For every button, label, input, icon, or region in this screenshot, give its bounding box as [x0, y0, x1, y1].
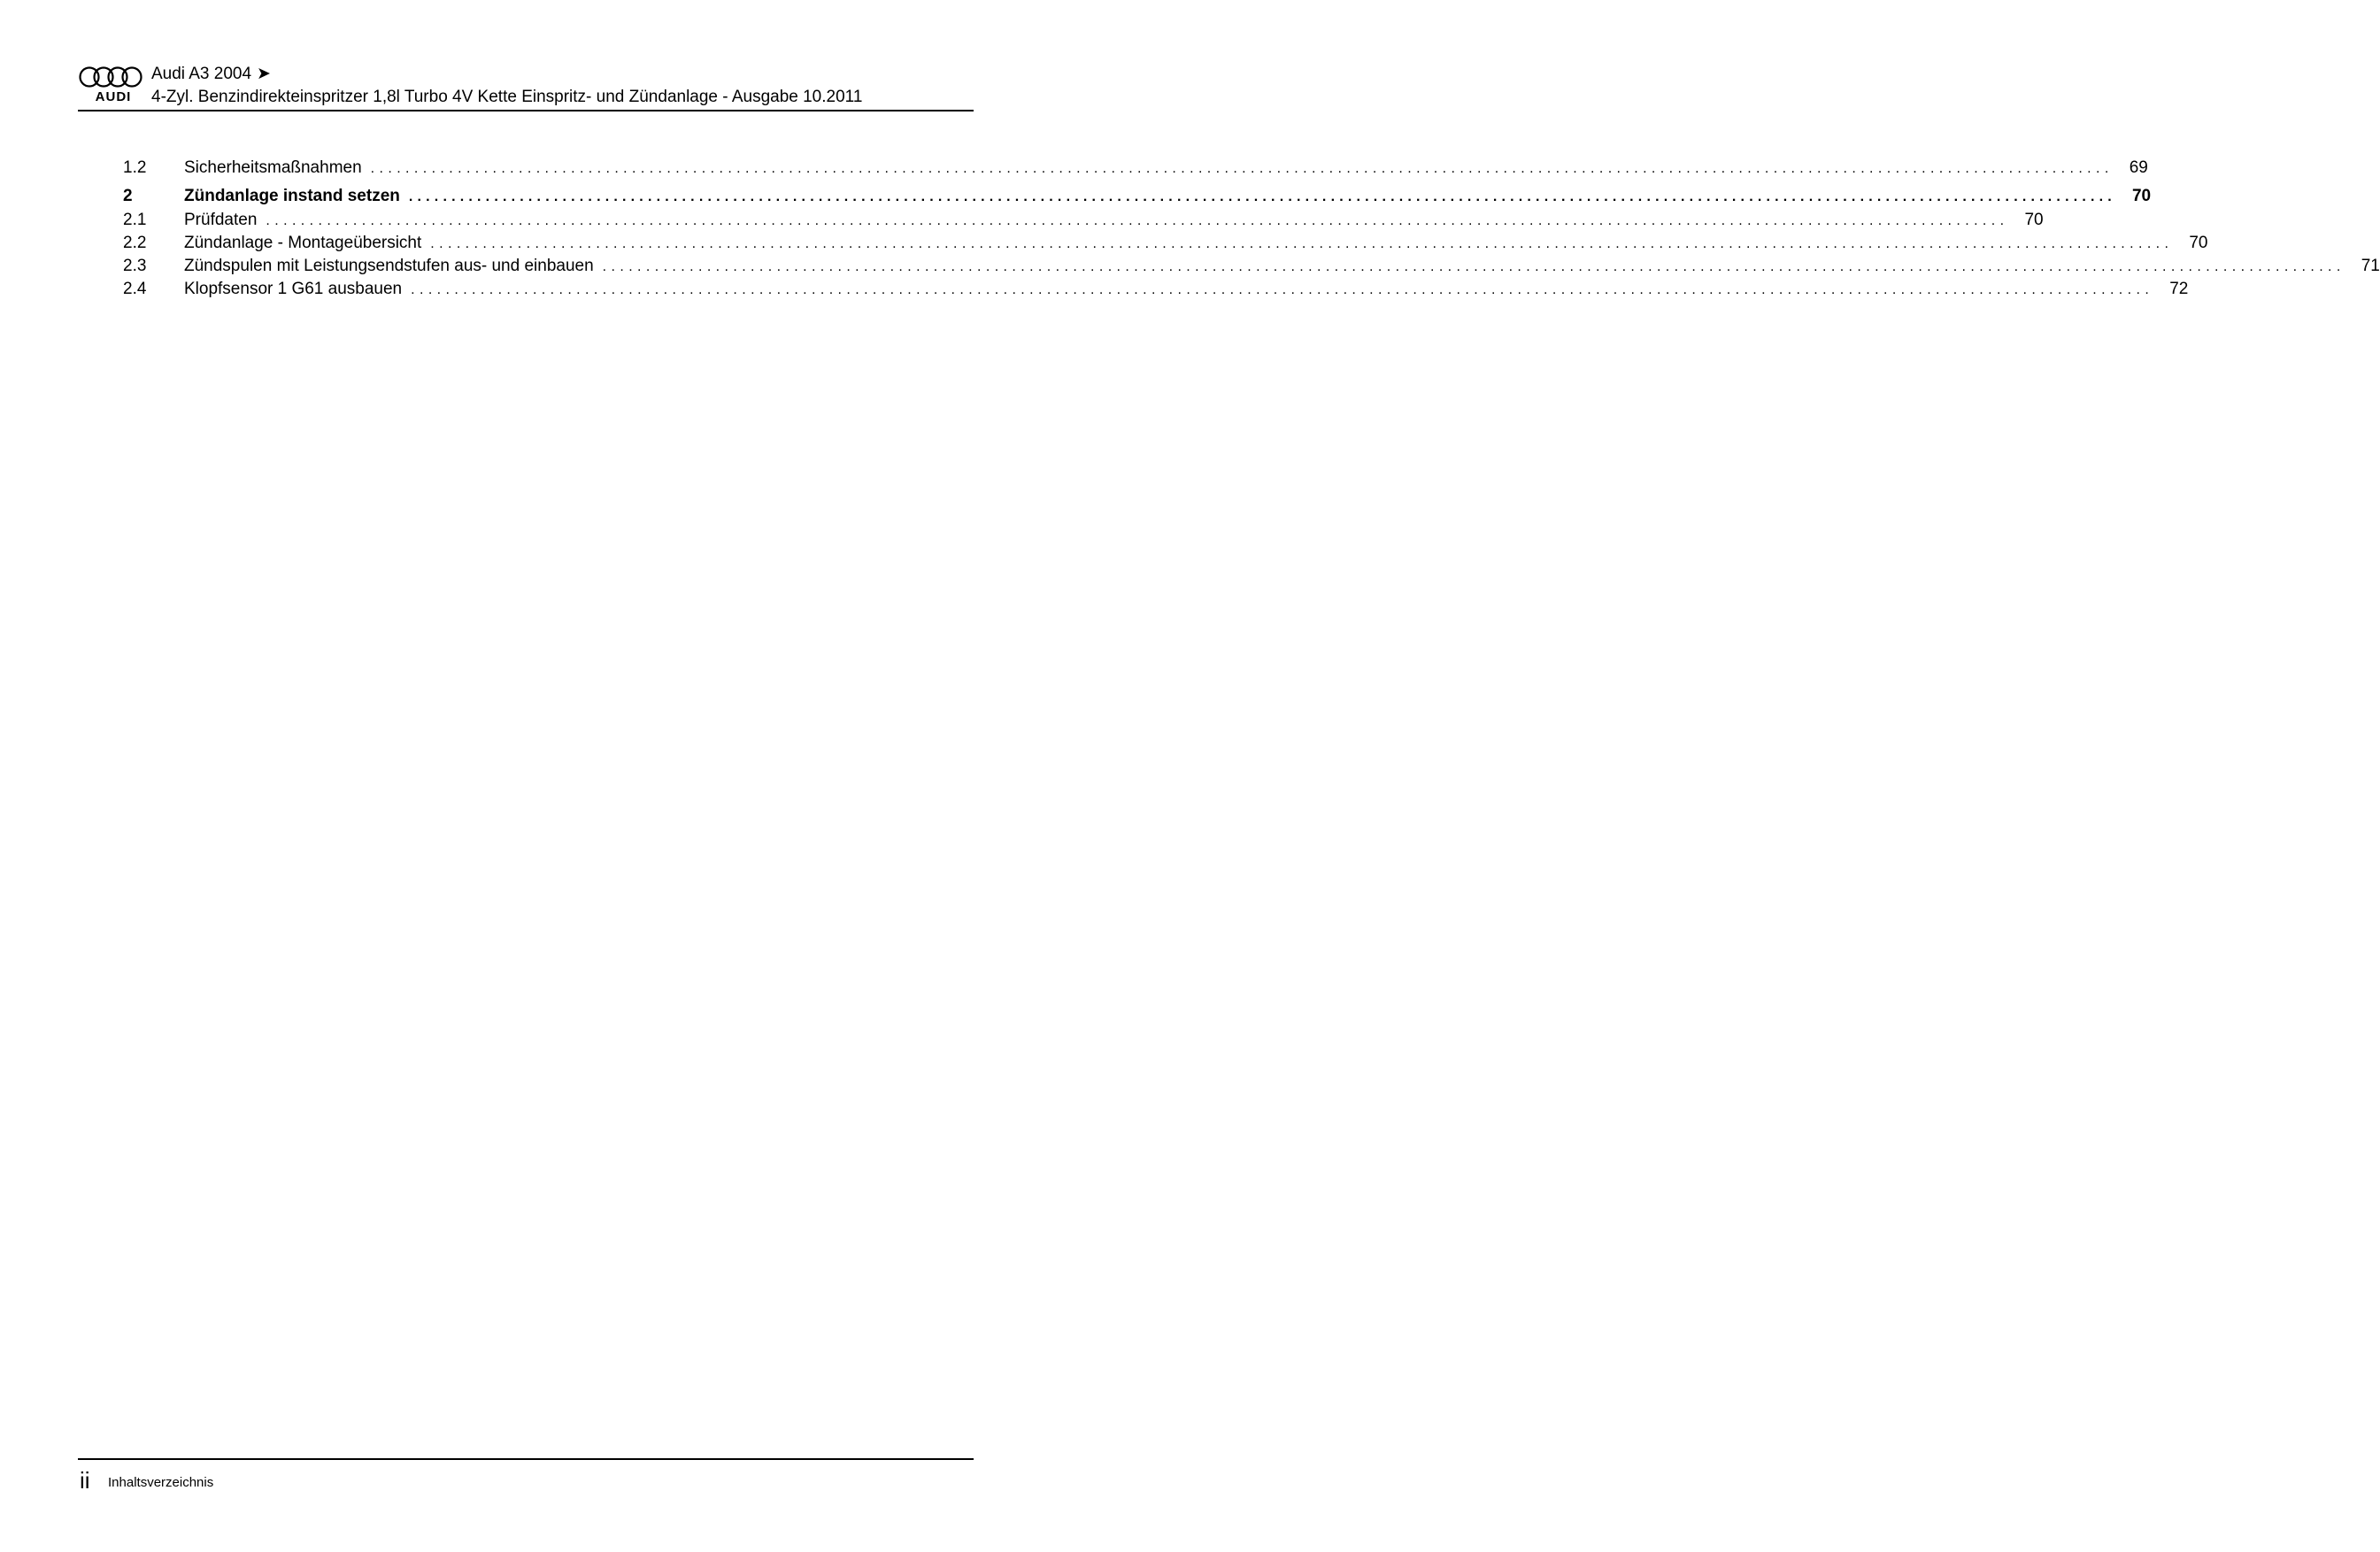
page-footer [78, 1458, 974, 1495]
header-subtitle: 4-Zyl. Benzindirekteinspritzer 1,8l Turbo 4V Kette Einspritz- und Zündanlage - Ausgabe 10.2011 [151, 88, 863, 106]
toc-entry-title: Klopfsensor 1 G61 ausbauen [184, 280, 403, 298]
toc-entry[interactable] [123, 232, 2208, 255]
toc-entry[interactable] [123, 209, 2044, 232]
svg-text:AUDI: AUDI [95, 89, 132, 104]
toc-entry-title: Sicherheitsmaßnahmen [184, 158, 362, 177]
toc-entry-title: Zündanlage instand setzen [184, 187, 400, 205]
toc-entry[interactable] [123, 255, 2380, 278]
toc-entry-title: Zündanlage - Montageübersicht [184, 234, 422, 252]
toc-entry-title: Prüfdaten [184, 211, 258, 229]
toc-dot-leader: ........................................................................................................................................................................................................ [411, 282, 2154, 297]
audi-wordmark-icon [87, 89, 140, 104]
arrow-right-icon: ➤ [257, 65, 271, 83]
toc-entry-page: 69 [2129, 158, 2148, 177]
table-of-contents [123, 157, 2380, 301]
toc-dot-leader: ........................................................................................................................................................................................................ [408, 189, 2116, 204]
toc-entry-title: Zündspulen mit Leistungsendstufen aus- und einbauen [184, 257, 594, 275]
toc-dot-leader: ........................................................................................................................................................................................................ [370, 161, 2114, 176]
toc-entry[interactable] [123, 278, 2189, 301]
toc-entry[interactable] [123, 184, 2152, 209]
toc-entry-page: 70 [2189, 234, 2208, 252]
toc-entry-number: 1.2 [123, 158, 147, 177]
page-header [78, 64, 974, 111]
toc-entry[interactable] [123, 157, 2148, 180]
toc-entry-number: 2.2 [123, 234, 147, 252]
footer-page-number: ii [80, 1467, 90, 1494]
toc-entry-page: 70 [2131, 187, 2152, 205]
audi-rings-icon [78, 65, 143, 88]
toc-entry-number: 2.4 [123, 280, 147, 298]
header-model-text: Audi A3 2004 [151, 65, 252, 83]
toc-entry-page: 71 [2361, 257, 2380, 275]
footer-section-title: Inhaltsverzeichnis [108, 1475, 214, 1490]
header-model-title [151, 64, 271, 85]
toc-entry-number: 2 [123, 187, 133, 205]
toc-dot-leader: ........................................................................................................................................................................................................ [602, 259, 2345, 274]
toc-entry-page: 70 [2024, 211, 2044, 229]
toc-entry-number: 2.1 [123, 211, 147, 229]
toc-entry-page: 72 [2169, 280, 2189, 298]
toc-entry-number: 2.3 [123, 257, 147, 275]
toc-dot-leader: ........................................................................................................................................................................................................ [430, 236, 2174, 251]
toc-dot-leader: ........................................................................................................................................................................................................ [266, 213, 2009, 228]
